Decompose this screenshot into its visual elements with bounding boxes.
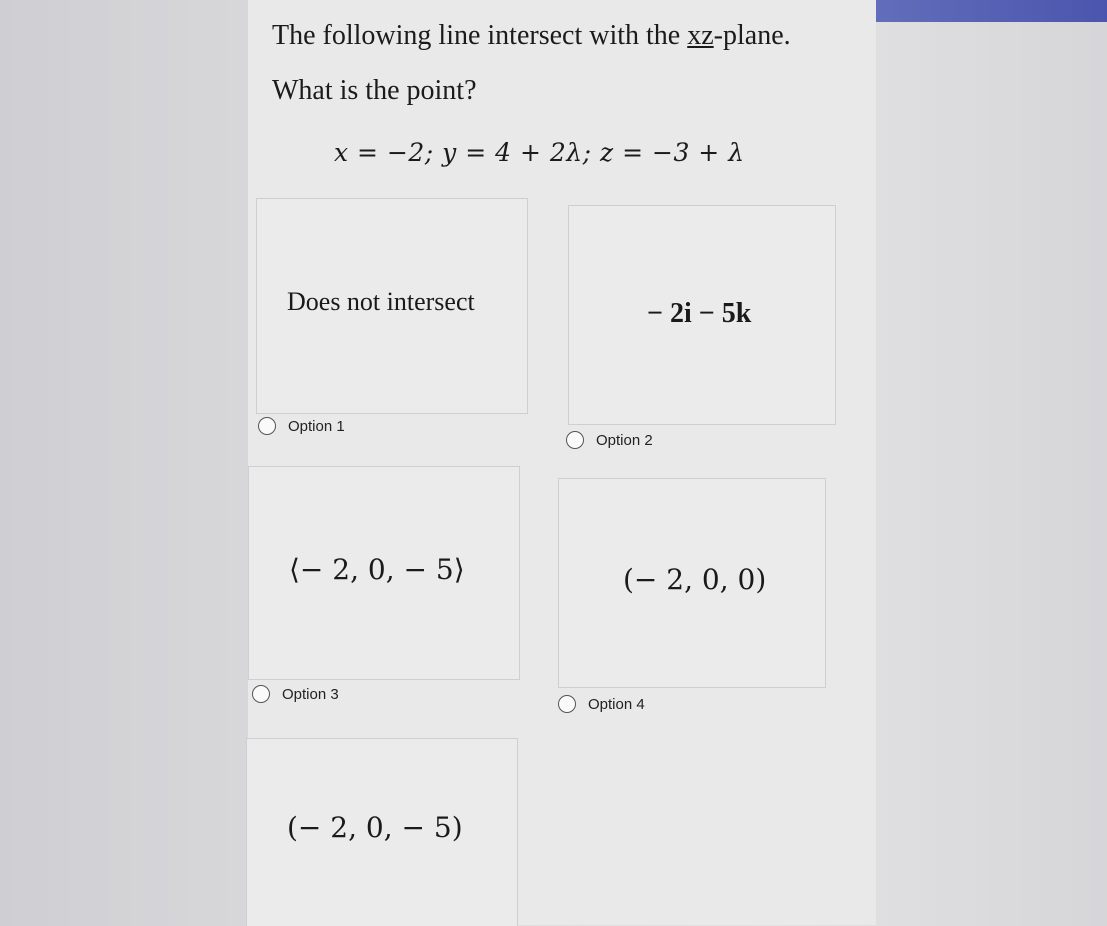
option-2-label: Option 2 <box>596 431 653 449</box>
question-line-1: The following line intersect with the xz-plane. <box>272 20 791 51</box>
option-2-radio[interactable] <box>566 431 653 449</box>
option-4-content: (− 2, 0, 0) <box>623 563 767 596</box>
radio-circle-icon[interactable] <box>252 685 270 703</box>
option-1-card[interactable] <box>256 198 528 414</box>
plane-name: xz <box>687 20 714 51</box>
option-1-label: Option 1 <box>288 417 345 435</box>
option-1-radio[interactable] <box>258 417 345 435</box>
radio-circle-icon[interactable] <box>558 695 576 713</box>
question-text <box>272 18 791 108</box>
radio-circle-icon[interactable] <box>566 431 584 449</box>
option-3-label: Option 3 <box>282 685 339 703</box>
option-5-card[interactable] <box>246 738 518 926</box>
option-3-card[interactable] <box>248 466 520 680</box>
option-2-card[interactable] <box>568 205 836 425</box>
option-1-content: Does not intersect <box>287 287 475 316</box>
option-3-content: ⟨− 2, 0, − 5⟩ <box>289 553 465 586</box>
option-4-label: Option 4 <box>588 695 645 713</box>
option-4-card[interactable] <box>558 478 826 688</box>
question-line-2: What is the point? <box>272 75 477 106</box>
option-3-radio[interactable] <box>252 685 339 703</box>
radio-circle-icon[interactable] <box>258 417 276 435</box>
option-5-content: (− 2, 0, − 5) <box>287 811 463 844</box>
option-2-content: − 2i − 5k <box>647 298 752 329</box>
line-equation: x = −2; y = 4 + 2λ; z = −3 + λ <box>334 138 745 167</box>
option-4-radio[interactable] <box>558 695 645 713</box>
